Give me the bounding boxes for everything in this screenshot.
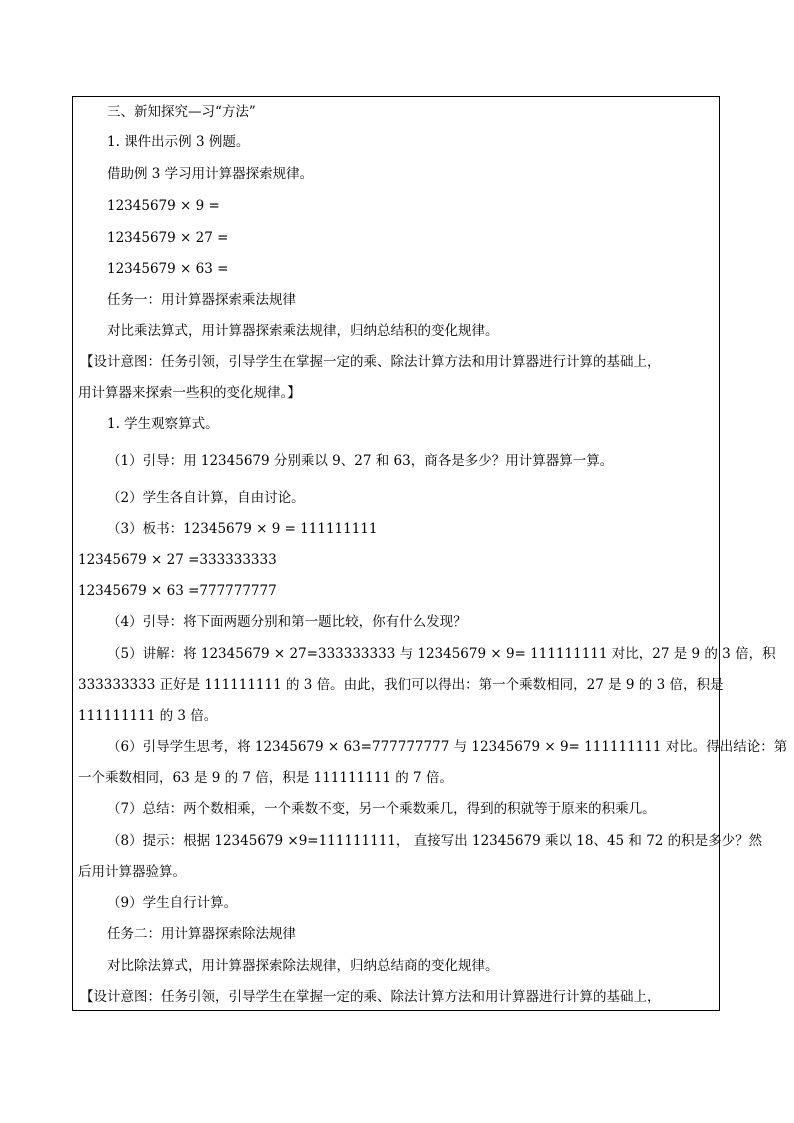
design-intent-line: 用计算器来探索一些积的变化规律。】 bbox=[78, 385, 301, 401]
task-heading: 任务二：用计算器探索除法规律 bbox=[107, 926, 296, 942]
design-intent-line: 【设计意图：任务引领，引导学生在掌握一定的乘、除法计算方法和用计算器进行计算的基础上， bbox=[80, 989, 661, 1005]
text-line: 333333333 正好是 111111111 的 3 倍。由此，我们可以得出：第一个乘数相同，27 是 9 的 3 倍，积是 bbox=[78, 677, 724, 693]
design-intent-line: 【设计意图：任务引领，引导学生在掌握一定的乘、除法计算方法和用计算器进行计算的基础上， bbox=[80, 354, 661, 370]
equation-line: 12345679 × 63 =777777777 bbox=[78, 583, 277, 599]
text-line: （9）学生自行计算。 bbox=[107, 895, 238, 911]
text-line: 1. 学生观察算式。 bbox=[107, 416, 219, 432]
text-line: （1）引导：用 12345679 分别乘以 9、27 和 63，商各是多少？用计算器算一算。 bbox=[107, 453, 614, 469]
text-line: 借助例 3 学习用计算器探索规律。 bbox=[107, 166, 314, 182]
text-line: 对比乘法算式，用计算器探索乘法规律，归纳总结积的变化规律。 bbox=[107, 323, 499, 339]
text-line: 1. 课件出示例 3 例题。 bbox=[107, 134, 250, 150]
text-line: （3）板书：12345679 × 9 = 111111111 bbox=[107, 521, 378, 537]
task-heading: 任务一：用计算器探索乘法规律 bbox=[107, 292, 296, 308]
text-line: 后用计算器验算。 bbox=[78, 864, 186, 880]
text-line: （7）总结：两个数相乘，一个乘数不变，另一个乘数乘几，得到的积就等于原来的积乘几。 bbox=[107, 801, 656, 817]
text-line: （2）学生各自计算，自由讨论。 bbox=[107, 490, 305, 506]
equation-line: 12345679 × 9 = bbox=[107, 198, 220, 214]
text-line: 对比除法算式，用计算器探索除法规律，归纳总结商的变化规律。 bbox=[107, 958, 499, 974]
text-line: （4）引导：将下面两题分别和第一题比较，你有什么发现？ bbox=[107, 614, 467, 630]
text-line: （6）引导学生思考，将 12345679 × 63=777777777 与 12345679 × 9= 111111111 对比。得出结论：第 bbox=[107, 739, 788, 755]
section-heading: 三、新知探究—习“方法” bbox=[107, 104, 256, 120]
text-line: （5）讲解：将 12345679 × 27=333333333 与 12345679 × 9= 111111111 对比，27 是 9 的 3 倍，积 bbox=[107, 646, 776, 662]
text-line: 一个乘数相同，63 是 9 的 7 倍，积是 111111111 的 7 倍。 bbox=[78, 770, 453, 786]
equation-line: 12345679 × 63 = bbox=[107, 261, 229, 277]
equation-line: 12345679 × 27 = bbox=[107, 230, 229, 246]
text-line: （8）提示：根据 12345679 ×9=111111111， 直接写出 12345679 乘以 18、45 和 72 的积是多少？然 bbox=[107, 833, 763, 849]
equation-line: 12345679 × 27 =333333333 bbox=[78, 552, 277, 568]
text-line: 111111111 的 3 倍。 bbox=[78, 708, 218, 724]
